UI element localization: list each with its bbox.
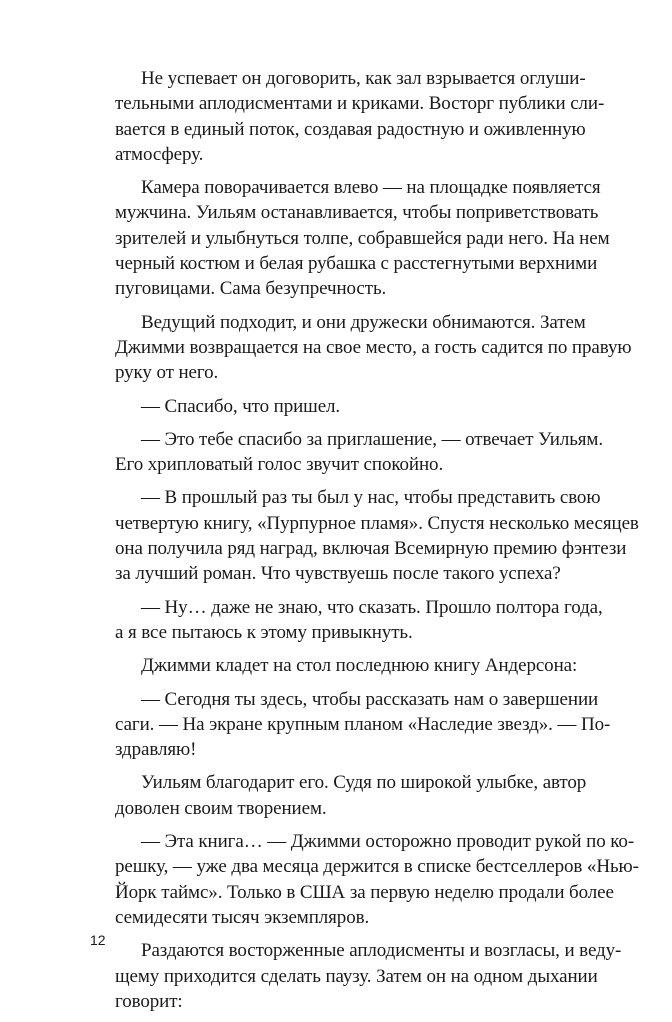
text-line: — Эта книга… — Джимми осторожно проводит рукой по ко- <box>141 831 635 853</box>
paragraph <box>90 310 632 386</box>
text-line: говорит: <box>115 990 183 1012</box>
text-line: — Ну… даже не знаю, что сказать. Прошло полтора года, <box>141 596 603 618</box>
text-line: она получила ряд наград, включая Всемирную премию фэнтези <box>115 538 627 560</box>
text-line: Не успевает он договорить, как зал взрывается оглуши- <box>141 68 586 89</box>
text-line: — Спасибо, что пришел. <box>141 395 341 417</box>
text-line: Джимми кладет на стол последнюю книгу Андерсона: <box>141 655 578 677</box>
dialogue-paragraph <box>90 687 611 763</box>
text-line: мужчина. Уильям останавливается, чтобы поприветствовать <box>115 202 599 224</box>
text-line: здравляю! <box>115 739 197 761</box>
paragraph <box>90 938 622 1014</box>
text-line: тельными аплодисментами и криками. Восторг публики сли- <box>115 93 605 115</box>
paragraph <box>90 770 587 821</box>
text-line: а я все пытаюсь к этому привыкнуть. <box>115 621 413 643</box>
paragraph <box>90 66 605 167</box>
text-line: четвертую книгу, «Пурпурное пламя». Спустя несколько месяцев <box>115 512 639 534</box>
text-line: Уильям благодарит его. Судя по широкой улыбке, автор <box>141 772 587 794</box>
text-line: — Сегодня ты здесь, чтобы рассказать нам о завершении <box>141 688 599 710</box>
text-line: Ведущий подходит, и они дружески обнимаются. Затем <box>141 311 586 333</box>
text-line: доволен своим творением. <box>115 797 327 819</box>
text-line: Раздаются восторженные аплодисменты и возгласы, и веду- <box>141 940 622 962</box>
text-line: — Это тебе спасибо за приглашение, — отвечает Уильям. <box>141 428 603 450</box>
book-page <box>90 66 639 1022</box>
dialogue-paragraph <box>90 394 570 419</box>
text-line: Йорк таймс». Только в США за первую неделю продали более <box>115 881 614 903</box>
text-line: за лучший роман. Что чувствуешь после такого успеха? <box>115 563 561 585</box>
text-line: щему приходится сделать паузу. Затем он на одном дыхании <box>115 965 598 987</box>
text-line: Камера поворачивается влево — на площадке появляется <box>141 177 601 199</box>
text-line: решку, — уже два месяца держится в списке бестселлеров «Нью- <box>115 856 639 878</box>
page-number: 12 <box>90 932 106 948</box>
paragraph <box>90 175 610 301</box>
text-line: пуговицами. Сама безупречность. <box>115 278 387 300</box>
text-line: зрителей и улыбнуться толпе, собравшейся ради него. На нем <box>115 227 610 249</box>
text-line: атмосферу. <box>115 143 204 165</box>
text-line: саги. — На экране крупным планом «Наследие звезд». — По- <box>115 713 611 735</box>
text-line: семидесяти тысяч экземпляров. <box>115 906 370 928</box>
text-line: руку от него. <box>115 362 219 384</box>
text-line: — В прошлый раз ты был у нас, чтобы представить свою <box>141 487 601 509</box>
text-line: Джимми возвращается на свое место, а гость садится по правую <box>115 336 632 358</box>
paragraph <box>90 653 578 678</box>
dialogue-paragraph <box>90 485 639 586</box>
text-line: вается в единый поток, создавая радостную и оживленную <box>115 118 586 140</box>
text-line: черный костюм и белая рубашка с расстегнутыми верхними <box>115 253 598 275</box>
dialogue-paragraph <box>90 829 639 930</box>
text-line: Его хрипловатый голос звучит спокойно. <box>115 454 444 476</box>
dialogue-paragraph <box>90 427 603 478</box>
dialogue-paragraph <box>90 595 603 646</box>
